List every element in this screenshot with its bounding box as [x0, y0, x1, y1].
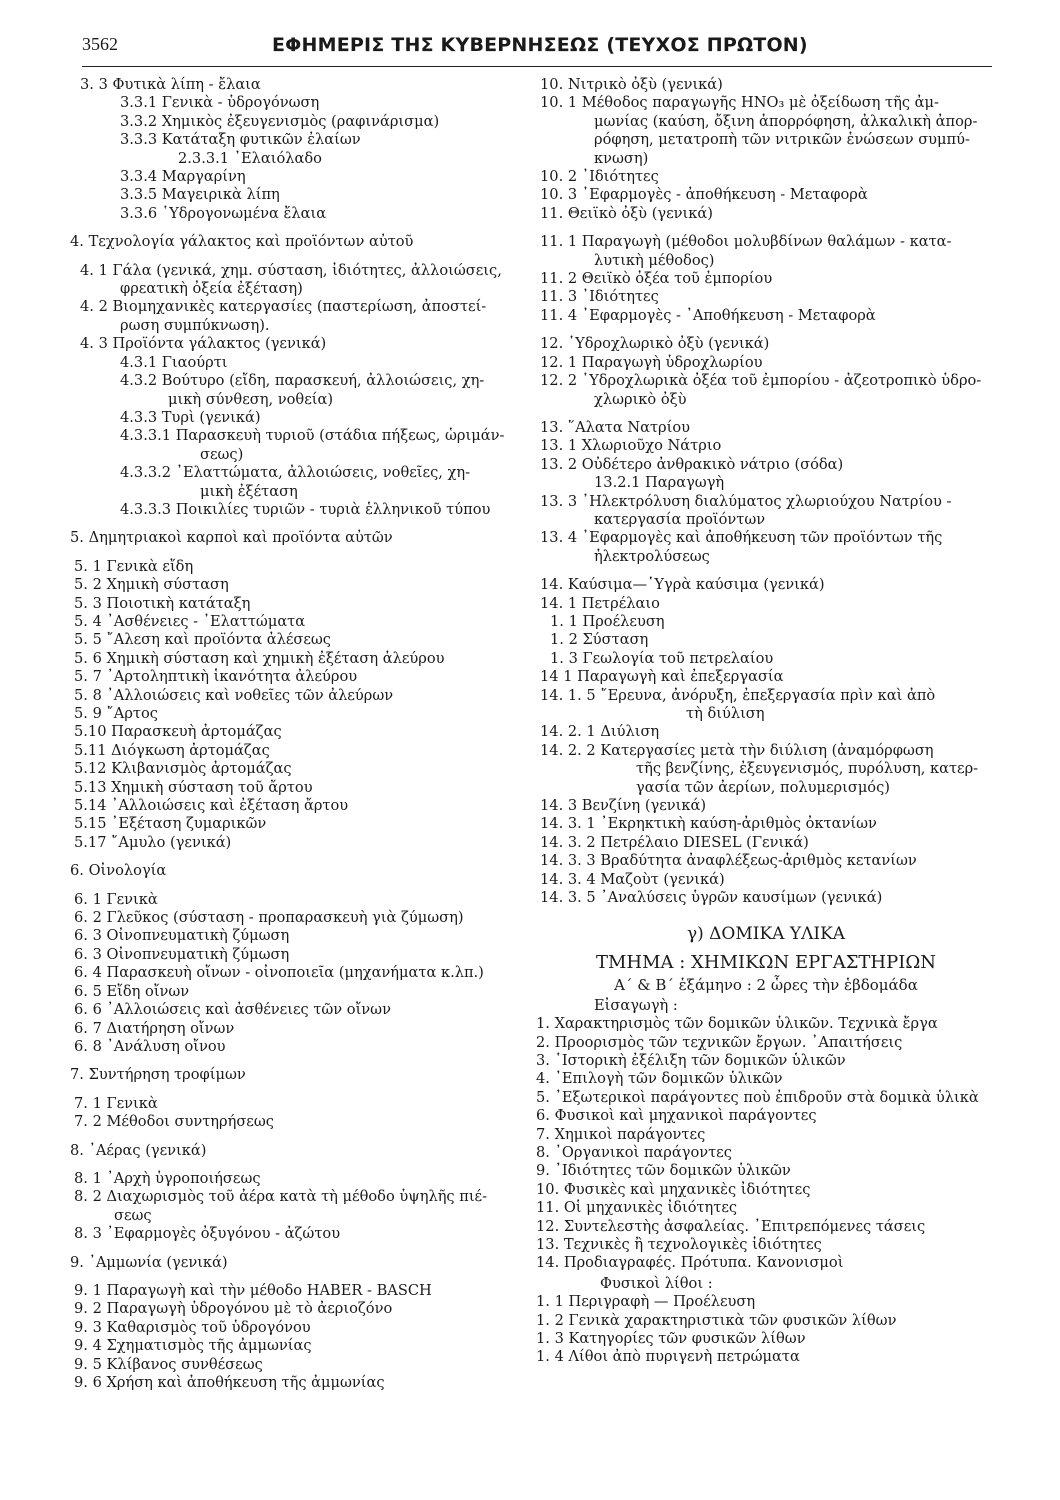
- list-item: 5. ᾿Εξωτερικοὶ παράγοντες ποὺ ἐπιδροῦν στὰ δομικὰ ὑλικὰ: [536, 1088, 979, 1106]
- list-item: 1. 4 Λίθοι ἀπὸ πυριγενὴ πετρώματα: [536, 1348, 800, 1366]
- list-item: 5. 5 ῎Αλεση καὶ προϊόντα ἀλέσεως: [74, 631, 331, 649]
- list-item: ρόφηση, μετατροπὴ τῶν νιτρικῶν ἑνώσεων συμπύ-: [594, 131, 970, 149]
- list-spacer: [536, 566, 996, 576]
- list-spacer: [536, 223, 996, 233]
- schedule-text: Α΄ & Β΄ ἑξάμηνο : 2 ὧρες τὴν ἑβδομάδα: [614, 976, 918, 995]
- stones-list: [536, 1293, 996, 1367]
- list-spacer: [536, 325, 996, 335]
- intro-list: [536, 1015, 996, 1273]
- list-item: 13.2.1 Παραγωγὴ: [594, 474, 725, 492]
- list-item: 14. 3 Βενζίνη (γενικά): [540, 797, 707, 815]
- list-item: τῆς βενζίνης, ἐξευγενισμός, πυρόλυση, κατερ-: [636, 760, 979, 778]
- list-spacer: [70, 519, 535, 529]
- list-item: 5.15 ᾿Εξέταση ζυμαρικῶν: [74, 815, 267, 833]
- list-item: 13. 4 ᾿Εφαρμογὲς καὶ ἀποθήκευση τῶν προϊόντων τῆς: [540, 529, 943, 547]
- list-item: 14. 3. 1 ᾿Εκρηκτικὴ καύση-ἀριθμὸς ὀκτανίων: [540, 815, 877, 833]
- list-item: σεως): [200, 445, 244, 463]
- list-item: 8. 1 ᾿Αρχὴ ὑγροποιήσεως: [74, 1169, 261, 1187]
- list-item: μικὴ σύνθεση, νοθεία): [168, 390, 334, 408]
- list-item: 1. 2 Σύσταση: [550, 631, 649, 649]
- list-item: κατεργασία προϊόντων: [594, 510, 766, 528]
- list-item: 1. 3 Κατηγορίες τῶν φυσικῶν λίθων: [536, 1330, 806, 1347]
- list-item: 5. 3 Ποιοτικὴ κατάταξη: [74, 594, 251, 612]
- list-spacer: [70, 852, 535, 862]
- intro-label: Εἰσαγωγὴ :: [594, 996, 678, 1014]
- list-item: ἠλεκτρολύσεως: [594, 547, 710, 565]
- list-item: 10. 3 ᾿Εφαρμογὲς - ἀποθήκευση - Μεταφορὰ: [540, 186, 868, 204]
- list-spacer: [70, 1132, 535, 1142]
- list-item: φρεατικὴ ὀξεία ἐξέταση): [120, 280, 303, 298]
- list-item: 11. 4 ᾿Εφαρμογὲς - ᾿Αποθήκευση - Μεταφορὰ: [540, 306, 876, 324]
- list-item: 4.3.3.3 Ποικιλίες τυριῶν - τυριὰ ἑλληνικοῦ τύπου: [120, 500, 491, 518]
- list-item: 11. 2 Θειϊκὸ ὀξέα τοῦ ἐμπορίου: [540, 270, 773, 288]
- list-item: 6. 3 Οἰνοπνευματικὴ ζύμωση: [74, 927, 290, 945]
- list-item: 14. Προδιαγραφές. Πρότυπα. Κανονισμοὶ: [536, 1254, 844, 1272]
- right-column-list: [536, 76, 996, 907]
- list-item: τὴ διύλιση: [686, 705, 765, 722]
- list-item: 6. 7 Διατήρηση οἴνων: [74, 1019, 235, 1037]
- list-item: 6. 6 ᾿Αλλοιώσεις καὶ ἀσθένειες τῶν οἴνων: [74, 1001, 391, 1019]
- list-item: 9. ᾿Αμμωνία (γενικά): [70, 1253, 228, 1271]
- list-spacer: [70, 881, 535, 891]
- list-item: 14. 3. 4 Μαζοὺτ (γενικά): [540, 870, 725, 888]
- list-item: 1. 2 Γενικὰ χαρακτηριστικὰ τῶν φυσικῶν λίθων: [536, 1311, 897, 1329]
- left-column: [70, 76, 535, 1392]
- list-item: 5.10 Παρασκευὴ ἀρτομάζας: [74, 723, 282, 741]
- list-item: 14 1 Παραγωγὴ καὶ ἐπεξεργασία: [540, 668, 784, 686]
- list-item: 4.3.2 Βούτυρο (εἴδη, παρασκευή, ἀλλοιώσεις, χη-: [120, 372, 485, 390]
- list-item: 5. 1 Γενικὰ εἴδη: [74, 557, 194, 575]
- list-item: 7. 2 Μέθοδοι συντηρήσεως: [74, 1113, 274, 1131]
- list-item: 4.3.1 Γιαούρτι: [120, 353, 228, 371]
- list-item: 11. Οἱ μηχανικὲς ἰδιότητες: [536, 1199, 738, 1217]
- list-item: 7. Συντήρηση τροφίμων: [70, 1066, 246, 1084]
- list-item: 9. 5 Κλίβανος συνθέσεως: [74, 1355, 263, 1373]
- list-item: 14. 1 Πετρέλαιο: [540, 594, 660, 612]
- list-item: 4.3.3.1 Παρασκευὴ τυριοῦ (στάδια πήξεως, ὡριμάν-: [120, 427, 505, 445]
- list-item: 3.3.3 Κατάταξη φυτικῶν ἐλαίων: [120, 131, 361, 149]
- list-item: 6. Φυσικοὶ καὶ μηχανικοὶ παράγοντες: [536, 1107, 817, 1125]
- list-item: 9. 1 Παραγωγὴ καὶ τὴν μέθοδο HABER - BASCH: [74, 1281, 432, 1299]
- list-item: 6. 8 ᾿Ανάλυση οἴνου: [74, 1037, 226, 1055]
- list-item: κνωση): [594, 149, 649, 167]
- list-item: 8. 3 ᾿Εφαρμογὲς ὀξυγόνου - ἀζώτου: [74, 1225, 341, 1243]
- list-item: 6. 1 Γενικὰ: [74, 890, 158, 908]
- list-spacer: [536, 409, 996, 419]
- list-item: 1. 3 Γεωλογία τοῦ πετρελαίου: [550, 649, 774, 667]
- list-item: 4. ᾿Επιλογὴ τῶν δομικῶν ὑλικῶν: [536, 1070, 783, 1088]
- list-item: 5.12 Κλιβανισμὸς ἀρτομάζας: [74, 760, 292, 778]
- page-header: [82, 32, 992, 62]
- list-item: λυτικὴ μέθοδος): [594, 251, 715, 269]
- list-item: 8. 2 Διαχωρισμὸς τοῦ ἀέρα κατὰ τὴ μέθοδο ὑψηλῆς πιέ-: [74, 1188, 488, 1206]
- list-item: 13. 1 Χλωριοῦχο Νάτριο: [540, 437, 722, 455]
- list-item: 8. ᾿Οργανικοὶ παράγοντες: [536, 1143, 732, 1161]
- list-item: 13. Τεχνικὲς ἢ τεχνολογικὲς ἰδιότητες: [536, 1235, 822, 1253]
- department-title: ΤΜΗΜΑ : ΧΗΜΙΚΩΝ ΕΡΓΑΣΤΗΡΙΩΝ: [595, 951, 937, 973]
- list-item: 4. Τεχνολογία γάλακτος καὶ προϊόντων αὐτοῦ: [70, 233, 414, 251]
- list-item: 4. 1 Γάλα (γενικά, χημ. σύσταση, ἰδιότητες, ἀλλοιώσεις,: [80, 261, 502, 279]
- list-item: 1. 1 Περιγραφὴ — Προέλευση: [536, 1293, 756, 1311]
- list-spacer: [70, 1085, 535, 1095]
- list-item: χλωρικὸ ὀξὺ: [594, 390, 687, 408]
- list-item: 3.3.1 Γενικὰ - ὑδρογόνωση: [120, 94, 320, 112]
- list-item: 3.3.6 ῾Υδρογονωμένα ἔλαια: [120, 204, 327, 222]
- list-spacer: [70, 548, 535, 558]
- list-item: 5. 2 Χημικὴ σύσταση: [74, 576, 229, 594]
- list-item: 3.3.5 Μαγειρικὰ λίπη: [120, 186, 280, 204]
- list-item: ρωση συμπύκνωση).: [120, 316, 270, 334]
- running-title: ΕΦΗΜΕΡΙΣ ΤΗΣ ΚΥΒΕΡΝΗΣΕΩΣ (ΤΕΥΧΟΣ ΠΡΩΤΟΝ): [272, 34, 808, 56]
- list-item: 5.11 Διόγκωση ἀρτομάζας: [74, 741, 270, 759]
- list-item: γασία τῶν ἀερίων, πολυμερισμός): [636, 778, 890, 796]
- list-item: 7. Χημικοὶ παράγοντες: [536, 1125, 706, 1143]
- list-item: 9. ᾿Ιδιότητες τῶν δομικῶν ὑλικῶν: [536, 1162, 791, 1180]
- list-item: 3.3.4 Μαργαρίνη: [120, 168, 246, 186]
- list-item: 9. 6 Χρήση καὶ ἀποθήκευση τῆς ἀμμωνίας: [74, 1374, 385, 1391]
- list-spacer: [70, 252, 535, 262]
- list-item: 4.3.3 Τυρὶ (γενικά): [120, 408, 261, 426]
- right-column: [536, 76, 996, 1367]
- list-spacer: [70, 1160, 535, 1170]
- list-item: 3. ῾Ιστορικὴ ἐξέλιξη τῶν δομικῶν ὑλικῶν: [536, 1051, 846, 1069]
- list-item: 10. Φυσικὲς καὶ μηχανικὲς ἰδιότητες: [536, 1180, 811, 1198]
- list-item: 5. Δημητριακοὶ καρποὶ καὶ προϊόντα αὐτῶν: [70, 529, 393, 547]
- list-item: 5.17 ῎Αμυλο (γενικά): [74, 833, 232, 851]
- list-spacer: [70, 223, 535, 233]
- list-item: 14. 2. 2 Κατεργασίες μετὰ τὴν διύλιση (ἀναμόρφωση: [540, 741, 934, 759]
- list-spacer: [70, 1244, 535, 1254]
- list-item: 5.13 Χημικὴ σύσταση τοῦ ἄρτου: [74, 778, 313, 796]
- list-item: 10. 1 Μέθοδος παραγωγῆς HNO₃ μὲ ὀξείδωση τῆς ἀμ-: [540, 94, 939, 112]
- list-item: 8. ᾿Αέρας (γενικά): [70, 1141, 207, 1159]
- list-item: 2. Προορισμὸς τῶν τεχνικῶν ἔργων. ᾿Απαιτήσεις: [536, 1033, 903, 1051]
- list-item: 4.3.3.2 ᾿Ελαττώματα, ἀλλοιώσεις, νοθεῖες, χη-: [120, 464, 471, 482]
- list-item: 4. 2 Βιομηχανικὲς κατεργασίες (παστερίωση, ἀποστεί-: [80, 298, 487, 316]
- list-item: 12. ῾Υδροχλωρικὸ ὀξὺ (γενικά): [540, 335, 770, 353]
- list-item: 10. 2 ᾿Ιδιότητες: [540, 168, 659, 186]
- list-item: 6. 5 Εἴδη οἴνων: [74, 982, 190, 1000]
- list-item: 14. 1. 5 ῎Ερευνα, ἀνόρυξη, ἐπεξεργασία πρὶν καὶ ἀπὸ: [540, 686, 936, 704]
- list-item: 6. 2 Γλεῦκος (σύσταση - προπαρασκευὴ γιὰ ζύμωση): [74, 909, 464, 927]
- section-title: γ) ΔΟΜΙΚΑ ΥΛΙΚΑ: [686, 924, 846, 945]
- stones-label: Φυσικοὶ λίθοι :: [600, 1274, 713, 1292]
- list-item: 4. 3 Προϊόντα γάλακτος (γενικά): [80, 335, 327, 353]
- list-item: μωνίας (καύση, ὄξινη ἀπορρόφηση, ἀλκαλικὴ ἀπορ-: [594, 112, 978, 130]
- list-item: 14. 3. 5 ᾿Αναλύσεις ὑγρῶν καυσίμων (γενικά): [540, 889, 883, 907]
- list-item: 9. 4 Σχηματισμὸς τῆς ἀμμωνίας: [74, 1337, 312, 1355]
- list-item: 14. 3. 3 Βραδύτητα ἀναφλέξεως-ἀριθμὸς κετανίων: [540, 852, 917, 870]
- list-item: 11. Θειϊκὸ ὀξὺ (γενικά): [540, 204, 713, 222]
- list-item: 5.14 ᾿Αλλοιώσεις καὶ ἐξέταση ἄρτου: [74, 797, 349, 815]
- list-item: 6. Οἰνολογία: [70, 862, 167, 880]
- list-item: 5. 4 ᾿Ασθένειες - ᾿Ελαττώματα: [74, 612, 306, 630]
- list-item: 1. Χαρακτηρισμὸς τῶν δομικῶν ὑλικῶν. Τεχνικὰ ἔργα: [536, 1015, 938, 1033]
- list-item: 11. 1 Παραγωγὴ (μέθοδοι μολυβδίνων θαλάμων - κατα-: [540, 233, 952, 251]
- list-item: 14. 2. 1 Διύλιση: [540, 723, 660, 741]
- list-item: μικὴ ἐξέταση: [200, 482, 298, 500]
- page-number: 3562: [82, 34, 118, 54]
- list-item: 12. 2 ῾Υδροχλωρικὰ ὀξέα τοῦ ἐμπορίου - ἀζεοτροπικὸ ὑδρο-: [540, 372, 982, 390]
- list-item: 13. 2 Οὐδέτερο ἀνθρακικὸ νάτριο (σόδα): [540, 455, 844, 473]
- list-item: 5. 6 Χημικὴ σύσταση καὶ χημικὴ ἐξέταση ἀλεύρου: [74, 649, 445, 667]
- list-item: 5. 8 ᾿Αλλοιώσεις καὶ νοθεῖες τῶν ἀλεύρων: [74, 686, 394, 704]
- list-spacer: [70, 1272, 535, 1282]
- list-item: 12. Συντελεστὴς ἀσφαλείας. ᾿Επιτρεπόμενες τάσεις: [536, 1217, 926, 1235]
- list-item: 2.3.3.1 ᾿Ελαιόλαδο: [178, 149, 322, 167]
- list-item: 13. 3 ᾿Ηλεκτρόλυση διαλύματος χλωριούχου Νατρίου -: [540, 492, 952, 510]
- header-divider: [82, 66, 992, 67]
- list-item: 3.3.2 Χημικὸς ἐξευγενισμὸς (ραφινάρισμα): [120, 112, 440, 130]
- list-item: 6. 3 Οἰνοπνευματικὴ ζύμωση: [74, 945, 290, 963]
- list-item: 13. ῞Αλατα Νατρίου: [540, 418, 691, 436]
- list-item: 10. Νιτρικὸ ὀξὺ (γενικά): [540, 76, 723, 93]
- list-item: 14. 3. 2 Πετρέλαιο DIESEL (Γενικά): [540, 833, 809, 851]
- list-item: σεως: [114, 1206, 152, 1224]
- list-item: 9. 3 Καθαρισμὸς τοῦ ὑδρογόνου: [74, 1318, 311, 1336]
- list-item: 3. 3 Φυτικὰ λίπη - ἔλαια: [80, 76, 261, 93]
- list-item: 7. 1 Γενικὰ: [74, 1094, 158, 1112]
- list-item: 9. 2 Παραγωγὴ ὑδρογόνου μὲ τὸ ἀεριοζόνο: [74, 1300, 393, 1318]
- list-item: 11. 3 ᾿Ιδιότητες: [540, 288, 659, 306]
- list-item: 5. 9 ῎Αρτος: [74, 705, 158, 722]
- list-item: 1. 1 Προέλευση: [550, 612, 665, 630]
- list-item: 6. 4 Παρασκευὴ οἴνων - οἰνοποιεῖα (μηχανήματα κ.λπ.): [74, 964, 484, 982]
- list-item: 14. Καύσιμα—῾Υγρὰ καύσιμα (γενικά): [540, 576, 825, 594]
- list-spacer: [70, 1056, 535, 1066]
- list-item: 12. 1 Παραγωγὴ ὑδροχλωρίου: [540, 353, 763, 371]
- list-item: 5. 7 ᾿Αρτοληπτικὴ ἱκανότητα ἀλεύρου: [74, 668, 358, 686]
